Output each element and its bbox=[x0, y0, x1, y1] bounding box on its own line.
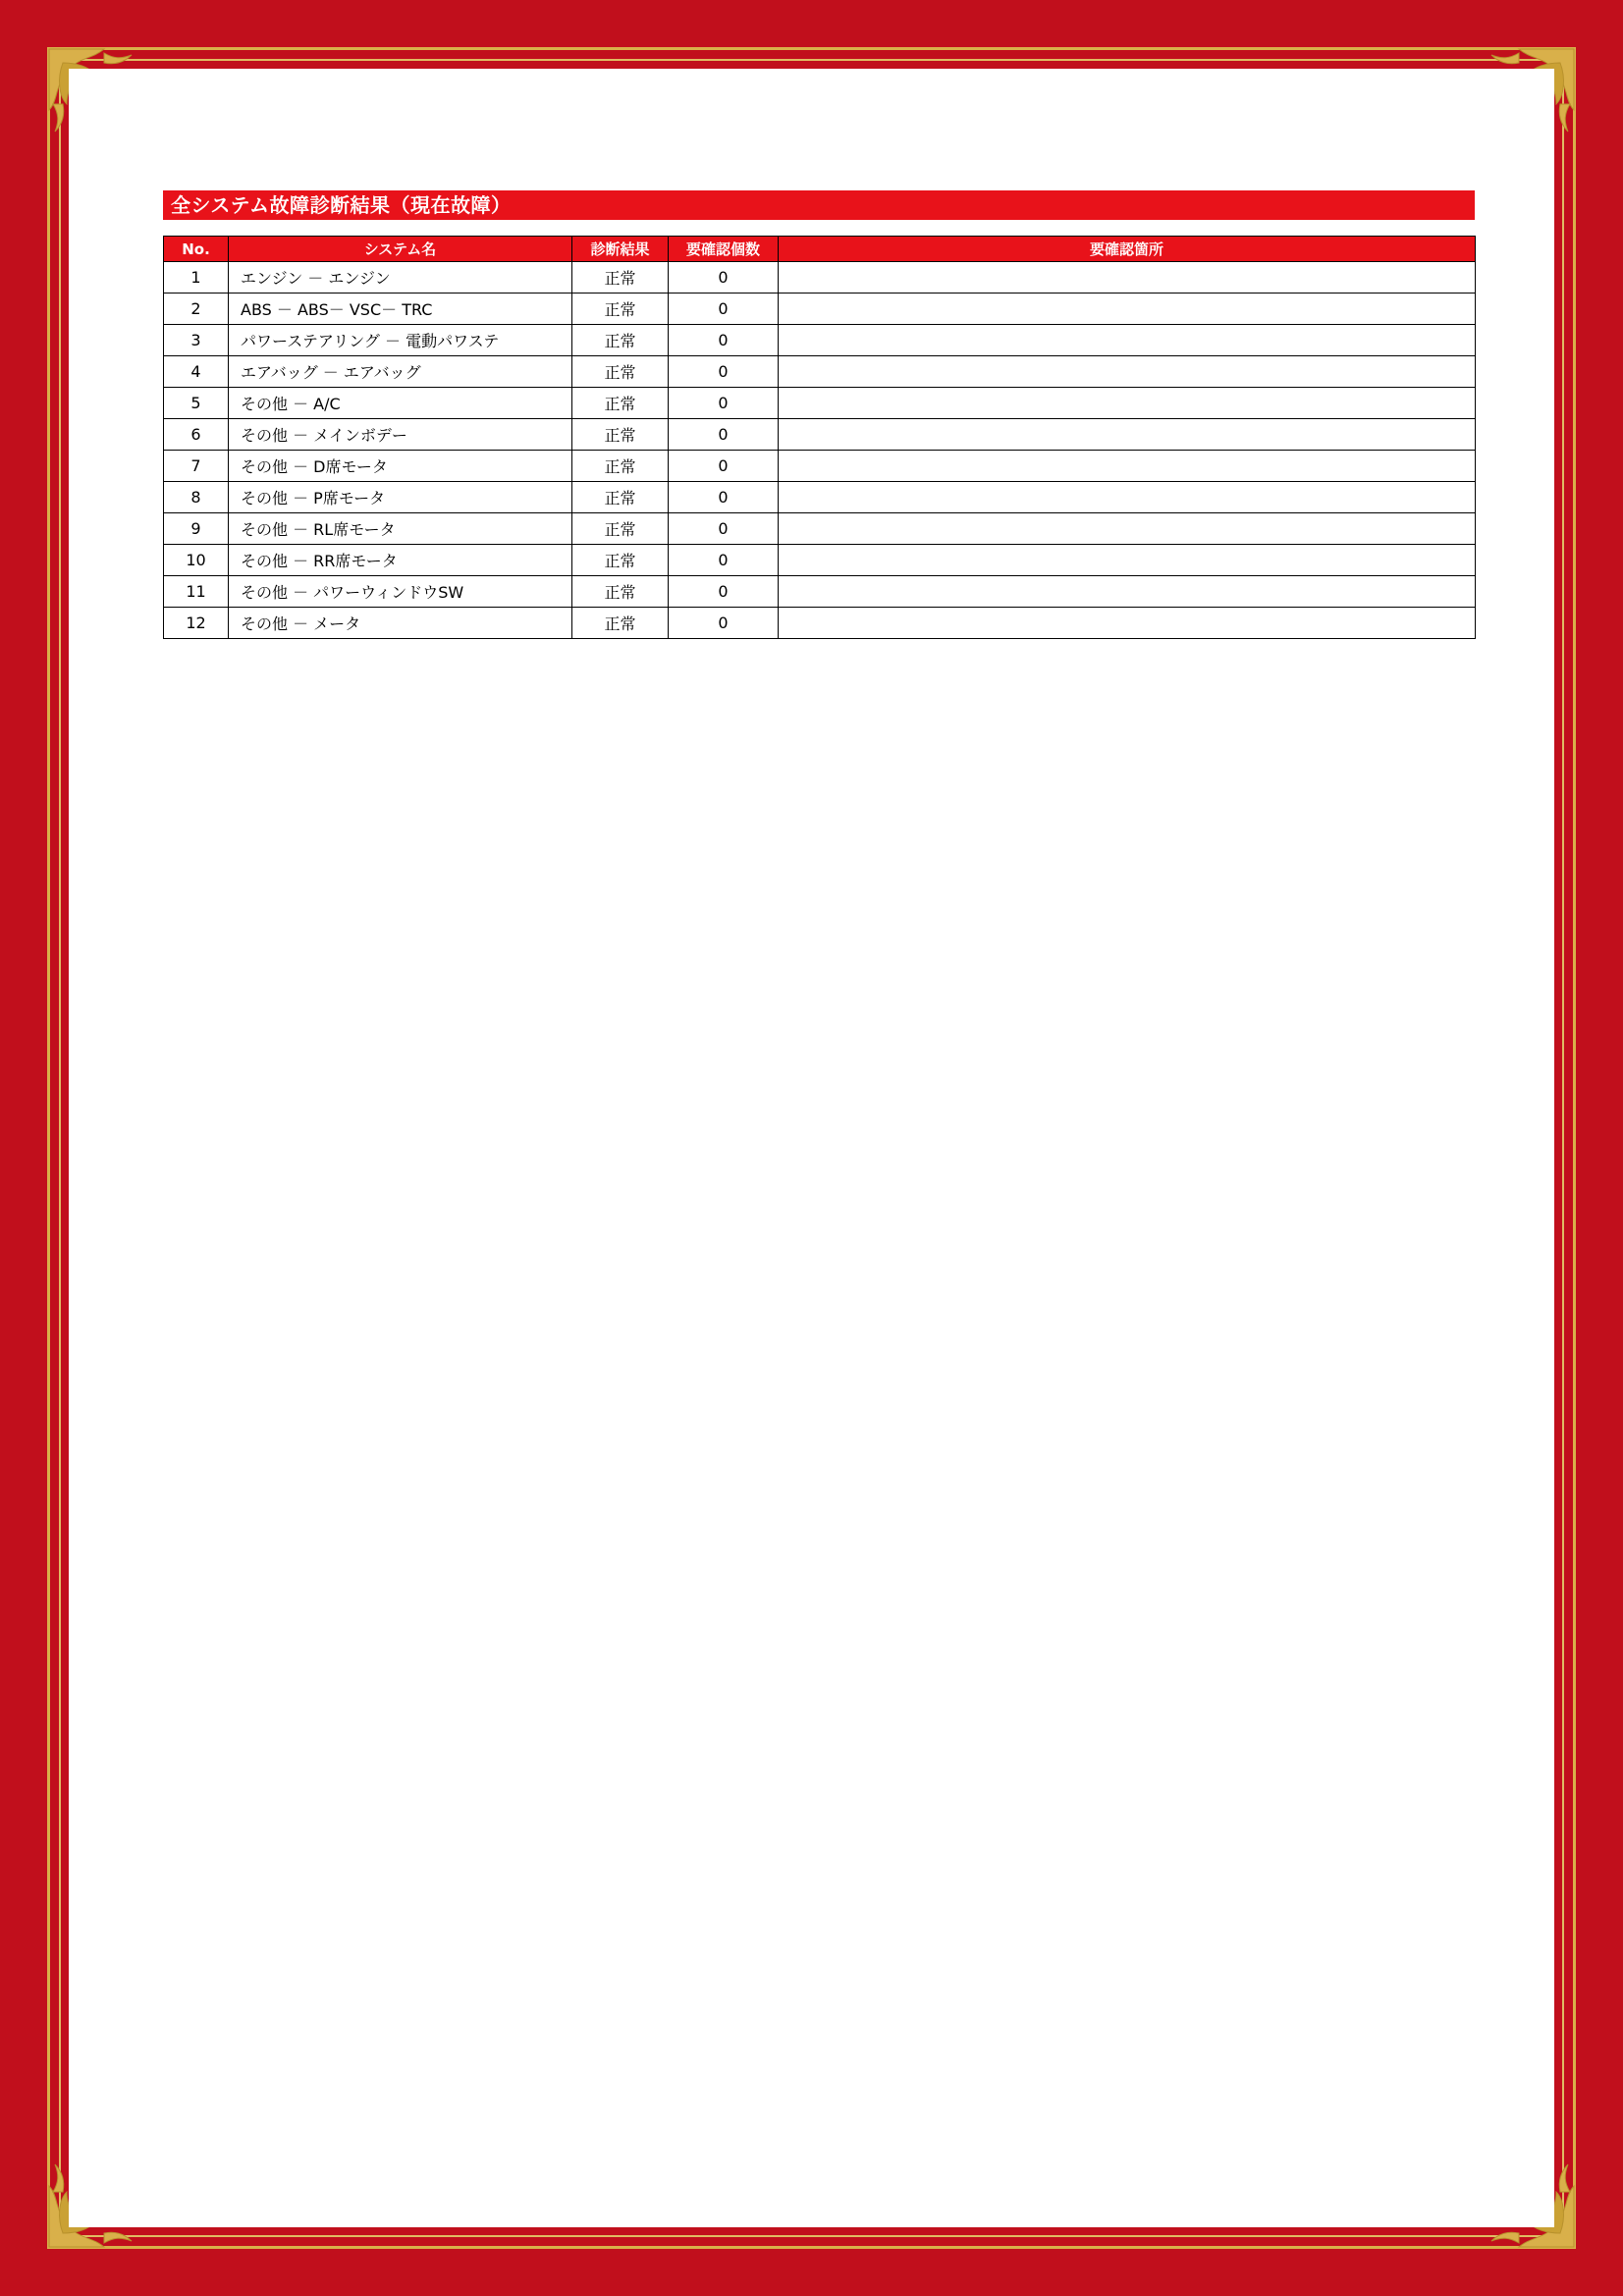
cell-system: パワーステアリング － 電動パワステ bbox=[229, 325, 572, 356]
cell-place bbox=[779, 513, 1476, 545]
cell-place bbox=[779, 356, 1476, 388]
cell-no: 9 bbox=[164, 513, 229, 545]
cell-count: 0 bbox=[669, 294, 779, 325]
cell-result: 正常 bbox=[572, 576, 669, 608]
table-row bbox=[164, 294, 1476, 325]
table-row bbox=[164, 576, 1476, 608]
cell-count: 0 bbox=[669, 262, 779, 294]
table-row bbox=[164, 482, 1476, 513]
cell-result: 正常 bbox=[572, 356, 669, 388]
cell-result: 正常 bbox=[572, 545, 669, 576]
table-row bbox=[164, 419, 1476, 451]
cell-result: 正常 bbox=[572, 513, 669, 545]
cell-place bbox=[779, 294, 1476, 325]
cell-result: 正常 bbox=[572, 262, 669, 294]
cell-place bbox=[779, 608, 1476, 639]
paper-sheet bbox=[69, 69, 1554, 2227]
cell-result: 正常 bbox=[572, 608, 669, 639]
cell-result: 正常 bbox=[572, 451, 669, 482]
header-no: No. bbox=[164, 237, 229, 262]
cell-no: 8 bbox=[164, 482, 229, 513]
cell-system: エアバッグ － エアバッグ bbox=[229, 356, 572, 388]
cell-count: 0 bbox=[669, 576, 779, 608]
cell-no: 2 bbox=[164, 294, 229, 325]
cell-place bbox=[779, 545, 1476, 576]
cell-count: 0 bbox=[669, 356, 779, 388]
cell-place bbox=[779, 482, 1476, 513]
cell-result: 正常 bbox=[572, 325, 669, 356]
cell-system: その他 － パワーウィンドウSW bbox=[229, 576, 572, 608]
table-row bbox=[164, 451, 1476, 482]
table-row bbox=[164, 325, 1476, 356]
cell-system: その他 － A/C bbox=[229, 388, 572, 419]
cell-place bbox=[779, 262, 1476, 294]
cell-count: 0 bbox=[669, 482, 779, 513]
cell-place bbox=[779, 325, 1476, 356]
cell-place bbox=[779, 419, 1476, 451]
cell-no: 4 bbox=[164, 356, 229, 388]
cell-result: 正常 bbox=[572, 482, 669, 513]
cell-count: 0 bbox=[669, 325, 779, 356]
cell-no: 3 bbox=[164, 325, 229, 356]
header-count: 要確認個数 bbox=[669, 237, 779, 262]
cell-count: 0 bbox=[669, 419, 779, 451]
cell-count: 0 bbox=[669, 545, 779, 576]
table-body bbox=[164, 262, 1476, 639]
cell-no: 7 bbox=[164, 451, 229, 482]
cell-count: 0 bbox=[669, 513, 779, 545]
cell-count: 0 bbox=[669, 608, 779, 639]
header-system: システム名 bbox=[229, 237, 572, 262]
cell-system: ABS － ABS－ VSC－ TRC bbox=[229, 294, 572, 325]
cell-place bbox=[779, 576, 1476, 608]
cell-no: 12 bbox=[164, 608, 229, 639]
cell-result: 正常 bbox=[572, 294, 669, 325]
table-row bbox=[164, 513, 1476, 545]
cell-no: 5 bbox=[164, 388, 229, 419]
table-row bbox=[164, 608, 1476, 639]
table-row bbox=[164, 262, 1476, 294]
cell-system: その他 － メータ bbox=[229, 608, 572, 639]
cell-place bbox=[779, 388, 1476, 419]
cell-count: 0 bbox=[669, 388, 779, 419]
cell-system: その他 － メインボデー bbox=[229, 419, 572, 451]
cell-result: 正常 bbox=[572, 419, 669, 451]
cell-count: 0 bbox=[669, 451, 779, 482]
table-row bbox=[164, 545, 1476, 576]
table-header-row bbox=[164, 237, 1476, 262]
table-row bbox=[164, 388, 1476, 419]
cell-no: 11 bbox=[164, 576, 229, 608]
cell-place bbox=[779, 451, 1476, 482]
report-content bbox=[163, 190, 1475, 639]
diagnostics-table bbox=[163, 236, 1476, 639]
cell-system: その他 － RR席モータ bbox=[229, 545, 572, 576]
cell-no: 1 bbox=[164, 262, 229, 294]
cell-system: その他 － P席モータ bbox=[229, 482, 572, 513]
cell-system: エンジン － エンジン bbox=[229, 262, 572, 294]
cell-system: その他 － D席モータ bbox=[229, 451, 572, 482]
cell-system: その他 － RL席モータ bbox=[229, 513, 572, 545]
header-result: 診断結果 bbox=[572, 237, 669, 262]
cell-result: 正常 bbox=[572, 388, 669, 419]
cell-no: 10 bbox=[164, 545, 229, 576]
cell-no: 6 bbox=[164, 419, 229, 451]
table-row bbox=[164, 356, 1476, 388]
section-title: 全システム故障診断結果（現在故障） bbox=[163, 190, 1475, 220]
header-place: 要確認箇所 bbox=[779, 237, 1476, 262]
